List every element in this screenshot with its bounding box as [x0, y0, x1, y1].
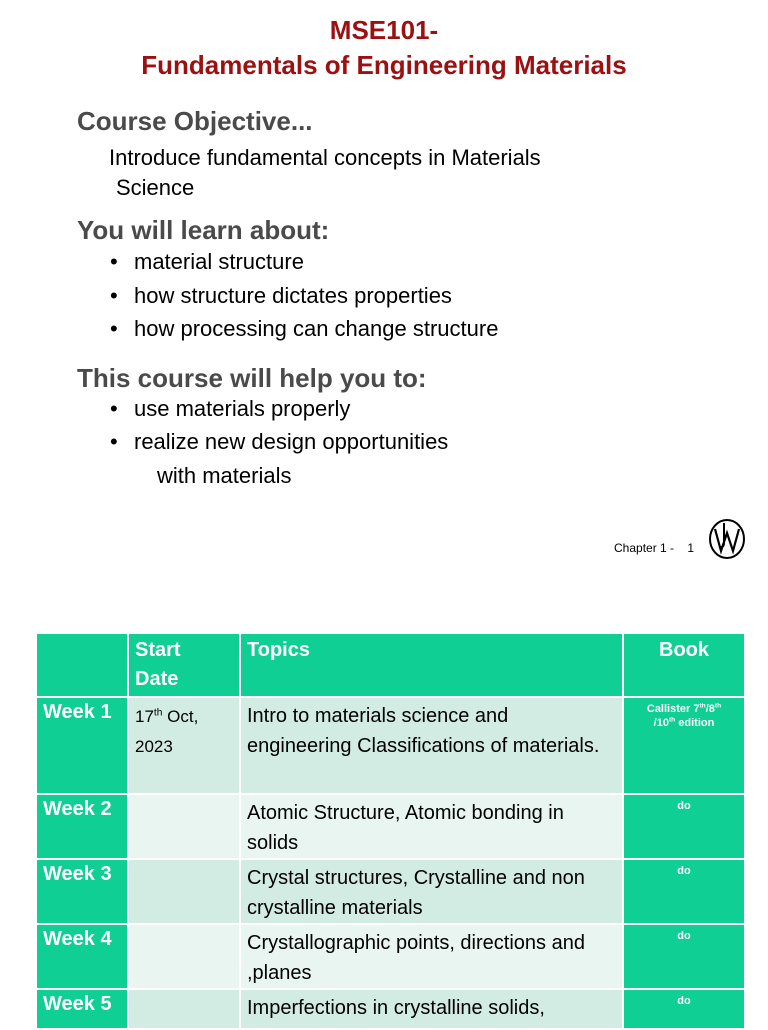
header-topics: Topics	[240, 633, 623, 697]
help-item: • use materials properly	[110, 396, 351, 421]
header-book: Book	[623, 633, 745, 697]
learn-item: • material structure	[110, 249, 304, 274]
topic: Crystal structures, Crystalline and non crystalline materials	[240, 859, 623, 924]
slide-title-line2: Fundamentals of Engineering Materials	[141, 50, 627, 80]
help-heading: This course will help you to:	[77, 363, 427, 393]
learn-item: • how processing can change structure	[110, 316, 499, 341]
help-item-continuation: with materials	[157, 463, 292, 488]
table-row	[36, 697, 745, 794]
start-date: 17th Oct, 2023	[128, 697, 240, 794]
start-date	[128, 859, 240, 924]
week-label: Week 2	[36, 794, 128, 859]
schedule-table	[35, 632, 746, 1030]
learn-item: • how structure dictates properties	[110, 283, 452, 308]
slide-footer: Chapter 1 - 1	[614, 541, 695, 555]
wiley-logo-icon	[707, 517, 747, 566]
table-row	[36, 924, 745, 989]
table-header-row	[36, 633, 745, 697]
table-row	[36, 794, 745, 859]
objective-heading: Course Objective...	[77, 106, 313, 136]
header-start-date: Start Date	[128, 633, 240, 697]
slide-title-line1: MSE101-	[329, 15, 439, 45]
objective-text-line1: Introduce fundamental concepts in Materials	[109, 145, 541, 170]
book: do	[623, 794, 745, 859]
topic: Intro to materials science and engineering Classifications of materials.	[240, 697, 623, 794]
start-date	[128, 794, 240, 859]
table-row	[36, 859, 745, 924]
header-week	[36, 633, 128, 697]
learn-heading: You will learn about:	[77, 215, 330, 245]
week-label: Week 4	[36, 924, 128, 989]
table-row	[36, 989, 745, 1029]
week-label: Week 3	[36, 859, 128, 924]
week-label: Week 5	[36, 989, 128, 1029]
topic: Imperfections in crystalline solids,	[240, 989, 623, 1029]
start-date	[128, 989, 240, 1029]
book: Callister 7th/8th /10th edition	[623, 697, 745, 794]
book: do	[623, 989, 745, 1029]
topic: Atomic Structure, Atomic bonding in solids	[240, 794, 623, 859]
book: do	[623, 859, 745, 924]
topic: Crystallographic points, directions and ,planes	[240, 924, 623, 989]
help-item: • realize new design opportunities	[110, 429, 449, 454]
book: do	[623, 924, 745, 989]
week-label: Week 1	[36, 697, 128, 794]
objective-text-line2: Science	[116, 175, 195, 200]
start-date	[128, 924, 240, 989]
